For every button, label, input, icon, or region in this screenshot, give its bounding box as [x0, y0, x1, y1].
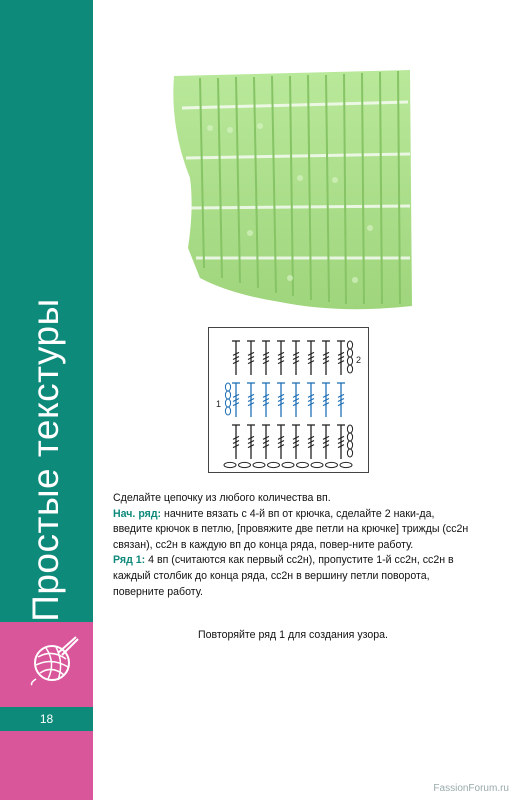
start-row-paragraph [113, 507, 473, 554]
start-row-stitch [322, 425, 330, 459]
row1-label: Ряд 1: [113, 554, 146, 567]
row1-paragraph [113, 553, 473, 600]
instructions [113, 491, 473, 600]
foundation-chain [239, 462, 251, 467]
row-1-stitch [322, 383, 330, 417]
closing-text: Повторяйте ряд 1 для создания узора. [197, 629, 389, 641]
page-number: 18 [39, 712, 54, 726]
row-1-turning-chain [225, 407, 230, 415]
row-1-stitch [262, 383, 270, 417]
row-2-turning-chain [347, 365, 352, 373]
row-2-stitch [262, 341, 270, 375]
row-1-stitch [247, 383, 255, 417]
watermark: FassionForum.ru [433, 783, 509, 794]
row-1-stitch [337, 383, 345, 417]
row-2-stitch [247, 341, 255, 375]
start-row-stitch [292, 425, 300, 459]
row-2-stitch [277, 341, 285, 375]
foundation-chain [224, 462, 236, 467]
start-row-turning-chain [347, 441, 352, 449]
intro-text: Сделайте цепочку из любого количества вп. [113, 492, 331, 504]
yarn-ball-icon [28, 635, 80, 687]
row-1-turning-chain [225, 383, 230, 391]
start-row-stitch [247, 425, 255, 459]
foundation-chain [340, 462, 352, 467]
foundation-chain [282, 462, 294, 467]
row-2-stitch [337, 341, 345, 375]
crochet-stitch-diagram [208, 327, 369, 473]
row-1-stitch [277, 383, 285, 417]
foundation-chain [253, 462, 265, 467]
row-1-stitch [232, 383, 240, 417]
start-row-stitch [232, 425, 240, 459]
row-2-turning-chain [347, 341, 352, 349]
start-row-turning-chain [347, 449, 352, 457]
start-row-label: Нач. ряд: [113, 507, 162, 520]
start-row-stitch [277, 425, 285, 459]
start-row-turning-chain [347, 425, 352, 433]
sidebar-pink-bottom [0, 731, 93, 800]
row-2-stitch [232, 341, 240, 375]
section-title: Простые текстуры [25, 298, 66, 622]
row-1-stitch [292, 383, 300, 417]
row-1-turning-chain [225, 399, 230, 407]
row-2-label: 2 [356, 355, 362, 365]
start-row-stitch [337, 425, 345, 459]
row-2-stitch [292, 341, 300, 375]
row-1-label: 1 [216, 399, 222, 409]
foundation-chain [268, 462, 280, 467]
row-1-stitch [307, 383, 315, 417]
row1-text: 4 вп (считаются как первый сс2н), пропустите 1-й сс2н, сс2н в каждый столбик до конца ряда, сс2н в вершину петли поворота, поверните работу. [113, 554, 454, 598]
row-1-turning-chain [225, 391, 230, 399]
row-2-stitch [322, 341, 330, 375]
row-2-stitch [307, 341, 315, 375]
foundation-chain [326, 462, 338, 467]
row-2-turning-chain [347, 357, 352, 365]
start-row-stitch [307, 425, 315, 459]
crochet-swatch-photo [160, 68, 415, 318]
start-row-stitch [262, 425, 270, 459]
start-row-turning-chain [347, 433, 352, 441]
foundation-chain [311, 462, 323, 467]
foundation-chain [297, 462, 309, 467]
row-2-turning-chain [347, 349, 352, 357]
start-row-text: начните вязать с 4-й вп от крючка, сделайте 2 наки-да, введите крючок в петлю, [провяжите две петли на крючке] трижды (сс2н связан), сс2н в каждую вп до конца ряда, повер-ните работу. [113, 507, 469, 551]
